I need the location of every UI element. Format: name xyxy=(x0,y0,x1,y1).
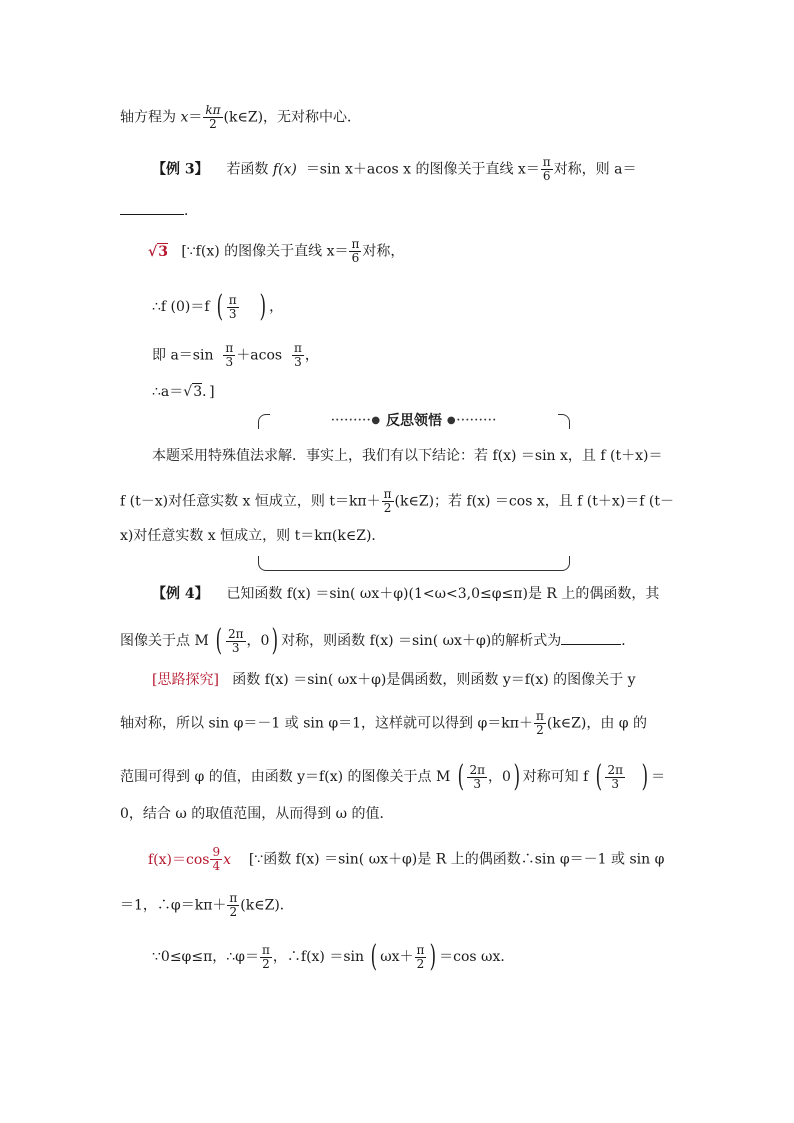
reflection-text-2a: f (t－x)对任意实数 x 恒成立，则 t＝kπ＋ xyxy=(120,493,381,510)
a3-text2: ，∴f(x) ＝sin xyxy=(272,949,365,965)
r2-num: π xyxy=(383,487,392,501)
thinking-line-3 xyxy=(120,759,666,794)
step1-end: ， xyxy=(269,299,284,315)
answer-3-step-1 xyxy=(152,289,284,324)
example-4-line-1 xyxy=(152,584,659,604)
ex4-den: 3 xyxy=(231,640,240,655)
reflection-box-bottom xyxy=(258,556,570,571)
t3-num: 2π xyxy=(469,762,486,777)
left-paren: ( xyxy=(215,623,223,658)
a3-fraction-2 xyxy=(415,944,427,971)
ex4-num: 2π xyxy=(227,626,244,641)
step2-end: ， xyxy=(304,347,319,364)
ans4-text2: [∵函数 f(x) ＝sin( ωx＋φ)是 R 上的偶函数∴sin φ＝－1 或 sin φ xyxy=(248,851,665,868)
ex4-text2: 图像关于点 M xyxy=(120,633,209,649)
thinking-text-3d: ＝ xyxy=(651,769,666,785)
step1-num: π xyxy=(228,292,237,307)
step2-text2: ＋acos xyxy=(236,347,283,364)
reflection-text-2b: (k∈Z)；若 f(x) ＝cos x，且 f (t＋x)＝f (t－ xyxy=(394,493,674,510)
answer-3-step-3: ∴a＝√3．] xyxy=(152,384,215,400)
ex3-fraction xyxy=(541,156,553,183)
answer-4-line-1 xyxy=(148,846,664,873)
ans3-text2: 对称， xyxy=(362,243,405,260)
example-3-label: 【例 3】 xyxy=(152,161,209,178)
reflection-line-1 xyxy=(152,446,662,466)
ans3-den: 6 xyxy=(351,251,360,265)
thinking-label: [思路探究] xyxy=(152,672,219,688)
step1-fraction xyxy=(227,294,239,321)
thinking-line-2 xyxy=(120,710,647,737)
text-line-1 xyxy=(120,104,361,131)
reflection-fraction xyxy=(382,488,394,515)
answer-blank-ex3 xyxy=(120,200,184,215)
left-paren: ( xyxy=(216,289,224,324)
ex4-end: ． xyxy=(621,633,636,649)
left-paren: ( xyxy=(457,759,464,794)
ex4-text1: 已知函数 f(x) ＝sin( ωx＋φ)(1<ω<3,0≤φ≤π)是 R 上的偶函数，其 xyxy=(226,586,660,602)
thinking-text-3a: 范围可得到 φ 的值，由函数 y＝f(x) 的图像关于点 M xyxy=(120,769,451,785)
step2-den2: 3 xyxy=(294,355,302,369)
a2-fraction xyxy=(227,892,239,919)
ex3-text2: ＝sin xyxy=(305,161,341,178)
a2-den: 2 xyxy=(229,905,238,919)
thinking-text-1: 函数 f(x) ＝sin( ωx＋φ)是偶函数，则函数 y＝f(x) 的图像关于 y xyxy=(232,672,636,688)
reflection-line-3 xyxy=(120,526,385,546)
thinking-text-2a: 轴对称，所以 sin φ＝－1 或 sin φ＝1，这样就可以得到 φ＝kπ＋ xyxy=(120,715,533,732)
answer-3-line-1 xyxy=(148,238,404,265)
step2-text1: 即 a＝sin xyxy=(152,347,214,364)
answer-4-line-2 xyxy=(120,892,294,919)
left-paren: ( xyxy=(595,759,602,794)
step2-fraction-2 xyxy=(292,342,304,369)
l1-prefix: 轴方程为 xyxy=(120,109,176,126)
l1-var: x xyxy=(180,109,189,126)
t2-den: 2 xyxy=(536,723,544,737)
t3-num2: 2π xyxy=(607,762,623,777)
a3-num: π xyxy=(262,942,270,957)
answer-4-value xyxy=(148,845,232,873)
a2-text1: ＝1，∴φ＝kπ＋ xyxy=(120,897,227,914)
reflection-text-1: 本题采用特殊值法求解．事实上，我们有以下结论：若 f(x) ＝sin x，且 f (t＋x)＝ xyxy=(152,448,663,464)
right-paren: ) xyxy=(260,289,267,324)
a3-text3: ωx＋ xyxy=(380,949,414,965)
step2-fraction-1 xyxy=(223,342,235,369)
ex3-text4: 对称，则 a＝ xyxy=(553,161,637,178)
thinking-text-2b: (k∈Z)，由 φ 的 xyxy=(546,715,648,732)
t3-den2: 3 xyxy=(611,776,620,791)
ex3-f: f(x) xyxy=(272,161,297,178)
step3-text1: ∴a＝ xyxy=(152,384,184,400)
t3-den: 3 xyxy=(473,776,482,791)
ex3-end: ． xyxy=(184,203,198,219)
ex3-text1: 若函数 xyxy=(226,161,269,178)
right-paren: ) xyxy=(430,939,437,974)
step3-sqrt-radicand: 3 xyxy=(193,384,203,400)
right-paren: ) xyxy=(641,759,649,794)
a3-text4: ＝cos ωx． xyxy=(439,949,515,965)
thinking-text-3c: 对称可知 f xyxy=(522,769,589,785)
a2-num: π xyxy=(229,891,238,905)
example-3-question xyxy=(152,156,636,183)
reflection-box-title xyxy=(270,412,558,430)
r2-den: 2 xyxy=(383,501,392,515)
l1-num: kπ xyxy=(205,103,221,117)
answer-blank-ex4 xyxy=(561,630,621,645)
right-paren: ) xyxy=(272,623,279,658)
l1-fraction xyxy=(203,104,222,131)
reflection-text-3: x)对任意实数 x 恒成立，则 t＝kπ(k∈Z)． xyxy=(120,528,386,544)
answer-3-value: √3 xyxy=(148,243,168,260)
step1-text: ∴f (0)＝f xyxy=(152,299,210,315)
step2-den1: 3 xyxy=(225,355,234,369)
ans3-num: π xyxy=(351,237,360,251)
a3-fraction-1 xyxy=(260,944,272,971)
step3-end: ．] xyxy=(202,384,215,400)
left-paren: ( xyxy=(371,939,378,974)
l1-suffix: (k∈Z)，无对称中心． xyxy=(223,109,362,126)
ans4-x: x xyxy=(223,851,232,868)
title-dots-right: ●········· xyxy=(446,415,497,426)
example-3-blank-line xyxy=(120,200,198,221)
thinking-text-3b: ，0 xyxy=(488,769,511,785)
ans3-fraction xyxy=(349,238,361,265)
reflection-title: 反思领悟 xyxy=(386,413,442,429)
ans3-sqrt-radicand: 3 xyxy=(158,243,168,260)
a2-text2: (k∈Z)． xyxy=(240,897,294,914)
a3-num2: π xyxy=(416,942,425,957)
ex4-fraction xyxy=(226,628,246,655)
l1-den: 2 xyxy=(209,117,217,131)
answer-3-step-2 xyxy=(152,342,319,369)
ex3-num: π xyxy=(542,155,551,169)
step2-num1: π xyxy=(225,341,234,355)
title-dots-left: ·········● xyxy=(331,415,382,426)
step1-den: 3 xyxy=(228,306,237,321)
right-paren: ) xyxy=(513,759,521,794)
a3-den2: 2 xyxy=(416,956,425,971)
ex3-text3: x＋acos x 的图像关于直线 x＝ xyxy=(344,161,540,178)
a3-den: 2 xyxy=(262,956,270,971)
thinking-fraction-3 xyxy=(605,764,625,791)
ans4-num: 9 xyxy=(212,845,221,859)
example-4-line-2 xyxy=(120,623,636,658)
example-4-label: 【例 4】 xyxy=(152,586,209,602)
a3-text1: ∵0≤φ≤π，∴φ＝ xyxy=(152,949,259,965)
ans3-text1: [∵f(x) 的图像关于直线 x＝ xyxy=(181,243,349,260)
reflection-line-2 xyxy=(120,488,674,515)
answer-4-line-3 xyxy=(152,939,515,974)
thinking-line-1 xyxy=(152,670,636,690)
ans4-fraction xyxy=(210,846,222,873)
thinking-line-4 xyxy=(120,804,394,824)
thinking-fraction-2 xyxy=(467,764,487,791)
ans4-text1: f(x)＝cos xyxy=(148,851,210,868)
ex4-text3: ，0 xyxy=(246,633,270,649)
thinking-text-4: 0，结合 ω 的取值范围，从而得到 ω 的值． xyxy=(120,806,394,822)
thinking-fraction-1 xyxy=(534,710,546,737)
ex4-text4: 对称，则函数 f(x) ＝sin( ωx＋φ)的解析式为 xyxy=(281,633,562,649)
t2-num: π xyxy=(535,709,544,723)
step2-num2: π xyxy=(294,341,302,355)
ex3-den: 6 xyxy=(542,169,551,183)
l1-eq: ＝ xyxy=(188,109,203,126)
ans4-den: 4 xyxy=(212,859,221,873)
